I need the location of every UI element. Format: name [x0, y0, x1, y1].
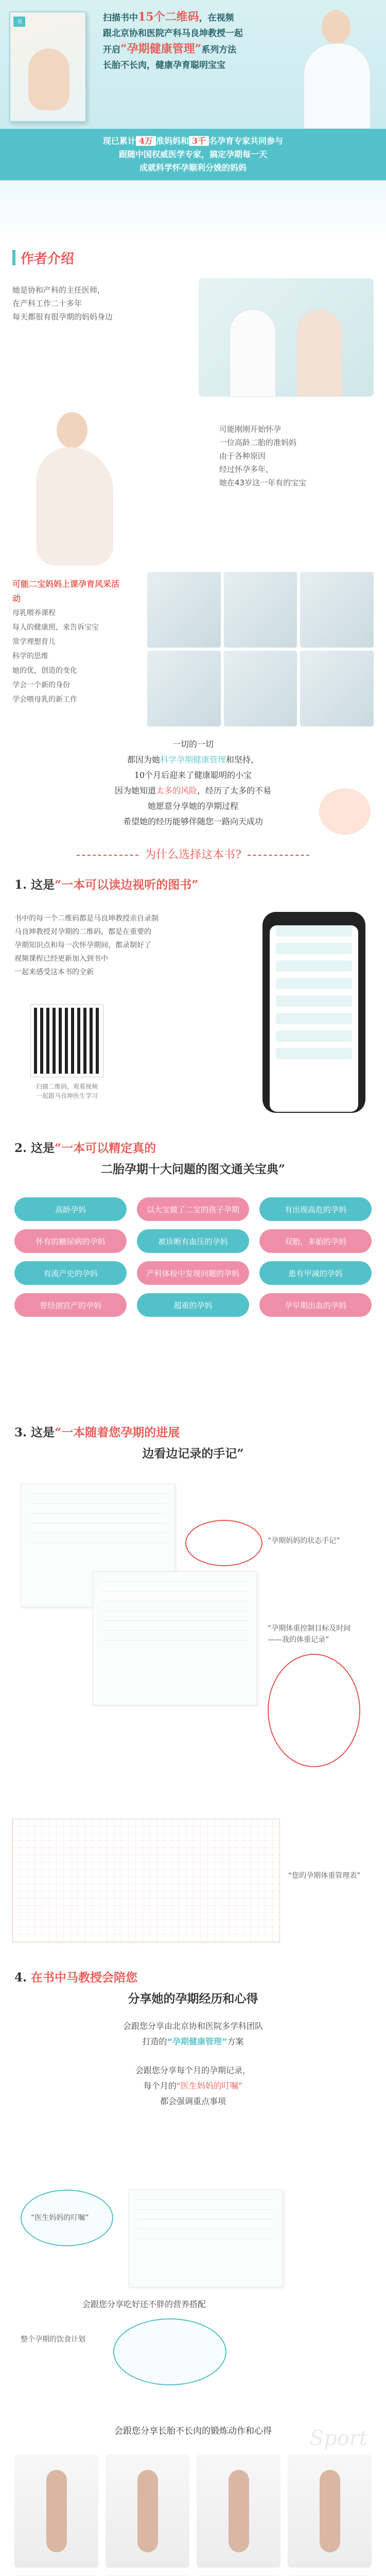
workout-section — [0, 2416, 386, 2576]
divider — [248, 855, 309, 856]
problem-pill: 有出现高危的孕妈 — [259, 1197, 372, 1221]
book-tag: 书 — [13, 16, 25, 27]
notebook-page — [93, 1571, 257, 1705]
callout-weight-table: “您的孕期体重管理表” — [288, 1872, 361, 1880]
reason-line: 马良坤教授对孕期的二维码，都是在重要的 — [14, 928, 151, 936]
callout-line: ——我的体重记录” — [268, 1636, 329, 1644]
author-intro-line: 她是协和产科的主任医师， — [12, 285, 106, 295]
hero-text — [103, 9, 288, 73]
qr-caption-line: 扫描二维码，观看视频 — [36, 1083, 98, 1090]
workout-pose-photo — [106, 2454, 189, 2568]
phone-screen — [270, 925, 358, 1112]
qr-code[interactable] — [31, 1005, 103, 1077]
author-story-line: 一位高龄二胎的准妈妈 — [219, 438, 297, 447]
activity-item: 每人的健康照，来告诉宝宝 — [12, 623, 99, 632]
reason-4-heading: 4. 在书中马教授会陪您 — [14, 1971, 138, 1985]
advice-page — [129, 2190, 283, 2287]
baby-illustration — [319, 788, 371, 835]
workout-pose-photo — [197, 2454, 280, 2568]
workout-heading: 会跟您分享长胎不长肉的锻炼动作和心得 — [114, 2426, 272, 2436]
reason-2-heading: 2. 这是“一本可以精定真的 — [14, 1141, 156, 1155]
reason-4-line: 打造的“孕期健康管理”方案 — [142, 2037, 244, 2046]
hero-fade — [0, 180, 386, 242]
author-title: 作者介绍 — [21, 251, 75, 267]
reason-4-line: 会跟您分享由北京协和医院多学科团队 — [122, 2021, 263, 2031]
author-intro — [12, 283, 167, 324]
book-cover-illustration — [28, 48, 69, 110]
ruled-line — [101, 1581, 249, 1582]
author-intro-line: 每天都很有很孕期的妈妈身边 — [12, 312, 113, 321]
problem-pill: 孕早期出血的孕妈 — [259, 1293, 372, 1317]
activity-collage-section — [0, 572, 386, 840]
activity-item: 科学的思维 — [12, 652, 48, 660]
problem-pill: 有流产史的孕妈 — [14, 1261, 127, 1285]
quote-line: 希望她的经历能够伴随您一路向天成功 — [122, 817, 263, 826]
workout-pose-photo — [14, 2454, 98, 2568]
activity-heading: 可能二宝妈妈上课孕育风采活动 — [12, 579, 120, 603]
book-cover — [9, 11, 86, 122]
doctor-advice-card — [21, 2190, 365, 2385]
reason-4-line: 会跟您分享每个月的孕期记录， — [135, 2065, 251, 2075]
ruled-line — [29, 1513, 166, 1514]
qr-caption — [15, 1082, 118, 1100]
reason-4-text — [14, 2019, 372, 2109]
pose-figure — [46, 2470, 67, 2552]
reason-line: 视频课程已经更新加入到书中 — [14, 955, 108, 963]
reason-4-line: 都会强调重点事项 — [160, 2096, 226, 2106]
phone-mockup — [262, 912, 365, 1113]
doctor-coat — [304, 43, 371, 129]
screen-row — [276, 995, 352, 1007]
activity-photo — [147, 651, 221, 726]
reason-4-subheading: 分享她的孕期经历和心得 — [128, 1992, 258, 2006]
callout-status-journal: “孕期妈妈的状态手记” — [268, 1537, 340, 1545]
author-story-line: 可能刚刚开始怀孕 — [219, 425, 282, 434]
author-story-line: 由于各种原因 — [219, 451, 266, 461]
activity-photo-grid — [147, 572, 374, 726]
nutrition-line: 会跟您分享吃好还不胖的营养搭配 — [82, 2299, 206, 2309]
hero-line-4: 长胎不长肉，健康孕育聪明宝宝 — [103, 60, 225, 71]
reason-3-subheading: 边看边记录的手记” — [142, 1447, 244, 1461]
pregnant-author-photo — [15, 412, 129, 567]
quote-line: 10个月后迎来了健康聪明的小宝 — [134, 770, 252, 780]
screen-row — [276, 1030, 352, 1042]
photo-body — [36, 447, 113, 566]
reason-2-section — [0, 1128, 386, 1417]
screen-row — [276, 943, 352, 954]
reason-3-section — [0, 1417, 386, 1963]
activity-item: 学会一个新的身份 — [12, 681, 70, 689]
workout-pose-photo — [288, 2454, 372, 2568]
author-story — [219, 422, 374, 489]
reason-line: 孕期知识点和每一次怀孕期间，都录制好了 — [14, 941, 151, 950]
activity-photo — [300, 651, 374, 726]
photo-head — [57, 412, 87, 448]
author-heading — [12, 242, 374, 273]
weight-chart-page — [12, 1819, 280, 1942]
doctor-portrait — [293, 0, 381, 129]
photo-person — [230, 309, 276, 397]
banner-text: 现已累计 4万 准妈妈和 3千 名孕育专家共同参与 跟随中国权威医学专家，搞定孕期每一天 成就科学怀孕顺利分娩的妈妈 — [102, 136, 284, 173]
workout-pose-grid — [14, 2454, 372, 2576]
photo-person — [296, 309, 343, 397]
reason-4-line: 每个月的“医生妈妈的叮嘱” — [143, 2081, 243, 2091]
problem-pill: 超重的孕妈 — [137, 1293, 249, 1317]
activity-item: 她的优，创造的变化 — [12, 667, 77, 675]
hero-banner — [0, 129, 386, 180]
author-clinic-photo — [199, 278, 374, 397]
activity-photo — [224, 572, 297, 648]
sport-watermark: Sport — [309, 2427, 367, 2450]
why-title: 为什么选择这本书? — [14, 840, 372, 862]
highlight-ring — [268, 1654, 360, 1767]
pose-figure — [320, 2470, 340, 2552]
meal-plan-bubble — [113, 2318, 226, 2385]
reason-line: 一起来感受这本书的全新 — [14, 968, 94, 976]
qr-caption-line: 一起跟马良坤医生学习 — [36, 1092, 98, 1099]
problem-pill: 双胎，多胎的孕妈 — [259, 1229, 372, 1253]
problem-pill: 患有甲减的孕妈 — [259, 1261, 372, 1285]
quote-line: 都因为她科学孕期健康管理和坚持， — [127, 755, 259, 765]
callout-weight-goal — [268, 1623, 371, 1646]
activity-photo — [224, 651, 297, 726]
hero-line-2: 跟北京协和医院产科马良坤教授一起 — [103, 28, 243, 39]
problem-pill: 被诊断有血压的孕妈 — [137, 1229, 249, 1253]
doctor-head — [322, 10, 350, 44]
activity-item: 常学理想育儿 — [12, 638, 56, 646]
highlight-ring — [185, 1520, 262, 1566]
problem-pill: 怀有的糖尿病的孕妈 — [14, 1229, 127, 1253]
activity-list — [12, 577, 126, 707]
reason-line: 书中的每一个二维码都是马良坤教授亲自录制 — [14, 914, 159, 923]
quote-line: 因为她知道太多的风险，经历了太多的不易 — [114, 786, 272, 795]
advice-bubble-label: “医生妈妈的叮嘱” — [31, 2214, 89, 2222]
ruled-line — [101, 1620, 249, 1621]
problem-pill: 以大宝做了二宝的孩子孕期 — [137, 1197, 249, 1221]
problem-pill: 高龄孕妈 — [14, 1197, 127, 1221]
screen-row — [276, 960, 352, 972]
quote-line: 她愿意分享她的孕期过程 — [147, 801, 238, 811]
reason-1-heading: 1. 这是“一本可以读边视听的图书” — [14, 878, 199, 892]
why-section — [0, 840, 386, 1128]
ruled-line — [137, 2199, 274, 2200]
reason-4-section — [0, 1963, 386, 2416]
activity-photo — [300, 572, 374, 648]
activity-item: 母乳喂养课程 — [12, 609, 56, 617]
divider — [77, 855, 138, 856]
quote-line: 一切的一切 — [172, 739, 214, 749]
problem-pill: 曾经剖宫产的孕妈 — [14, 1293, 127, 1317]
meal-plan-label: 整个孕期的饮食计划 — [21, 2335, 85, 2344]
author-story-line: 经过怀孕多年， — [219, 465, 274, 474]
heading-bar — [12, 250, 15, 265]
hero-line-3: 开启“孕期健康管理”系列方法 — [103, 42, 237, 56]
screen-row — [276, 1013, 352, 1024]
reason-2-subheading: 二胎孕期十大问题的图文通关宝典” — [100, 1162, 286, 1176]
ruled-line — [29, 1503, 166, 1504]
ruled-line — [101, 1630, 249, 1631]
screen-row — [276, 925, 352, 937]
hero-line-1: 扫描书中15个二维码，在视频 — [103, 10, 234, 24]
activity-item: 学会喂母乳的新工作 — [12, 696, 77, 704]
author-intro-line: 在产科工作二十多年 — [12, 299, 82, 308]
callout-line: “孕期体重控制目标及时间 — [268, 1624, 351, 1633]
reason-1-text — [14, 912, 200, 979]
ruled-line — [137, 2209, 274, 2210]
pose-figure — [137, 2470, 158, 2552]
pose-figure — [229, 2470, 249, 2552]
reason-3-heading: 3. 这是“一本随着您孕期的进展 — [14, 1426, 180, 1439]
screen-row — [276, 978, 352, 989]
hero-section — [0, 0, 386, 242]
author-story-line: 她在43岁这一年有的宝宝 — [219, 478, 307, 487]
activity-photo — [147, 572, 221, 648]
author-section — [0, 242, 386, 572]
problem-pill: 产科体检中发现问题的孕妈 — [137, 1261, 249, 1285]
problem-pill-grid — [14, 1197, 372, 1317]
screen-row — [276, 1048, 352, 1059]
